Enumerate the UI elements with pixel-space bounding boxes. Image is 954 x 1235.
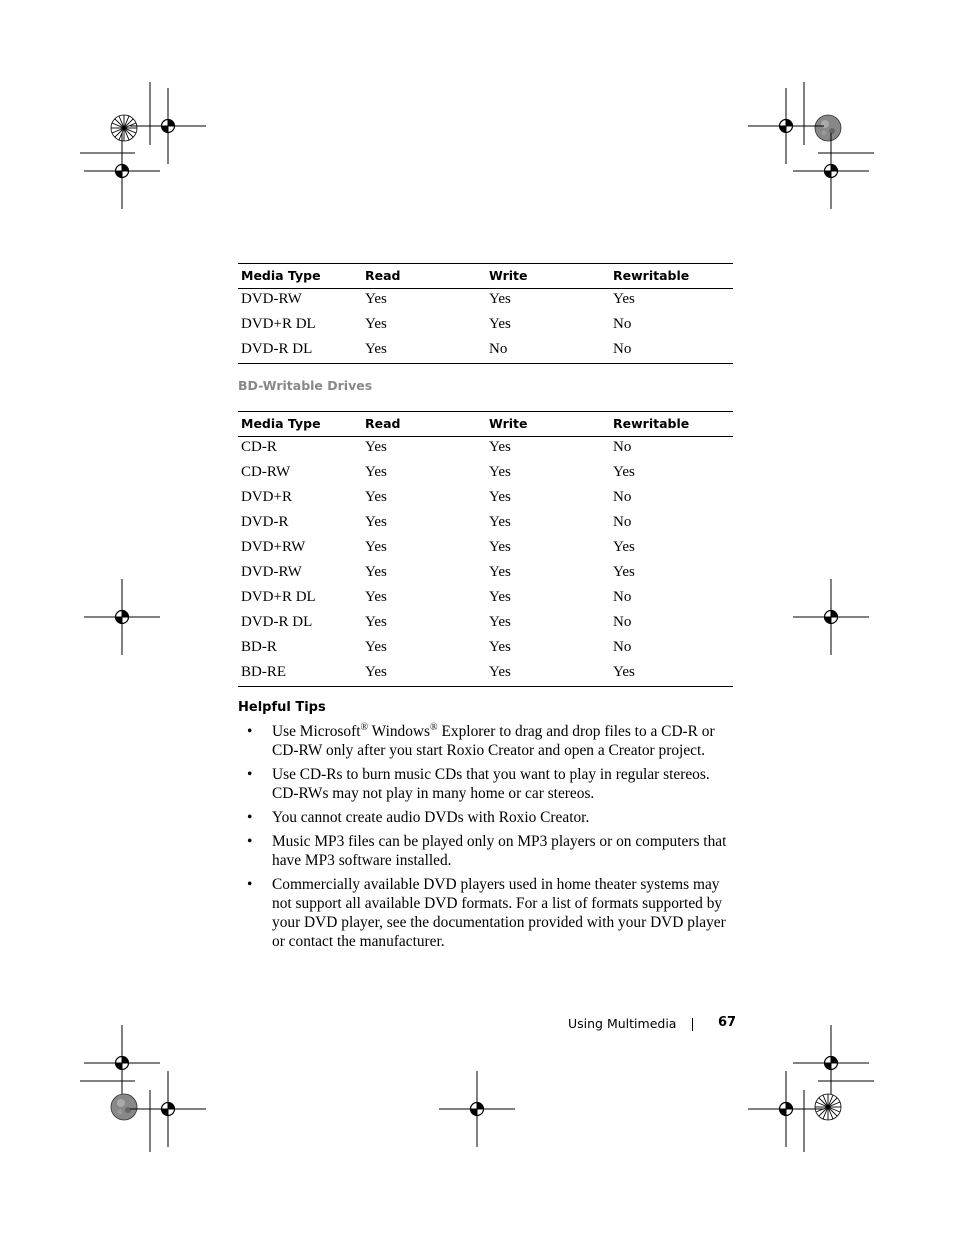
header-rewritable: Rewritable: [610, 412, 733, 437]
table-cell: Yes: [365, 588, 387, 605]
header-write: Write: [486, 412, 610, 437]
table-cell: Yes: [613, 563, 635, 580]
table-cell: Yes: [613, 463, 635, 480]
footer-divider: [692, 1018, 693, 1031]
table-cell: Yes: [610, 662, 733, 687]
footer-section-name: Using Multimedia: [568, 1016, 677, 1031]
table-cell: DVD-RW: [241, 291, 302, 307]
header-read: Read: [362, 264, 486, 289]
table-cell: Yes: [365, 315, 387, 332]
table-header-row: [238, 412, 733, 437]
header-read: Read: [362, 412, 486, 437]
page-number: 67: [718, 1015, 737, 1030]
table-row: [238, 339, 733, 364]
header-write: Write: [486, 264, 610, 289]
table-cell: No: [613, 588, 632, 605]
table-row: [238, 637, 733, 662]
table-row: [238, 612, 733, 637]
table-cell: Yes: [489, 315, 511, 332]
list-item: • Use Microsoft® Windows® Explorer to drag and drop files to a CD-R or CD-RW only after you start Roxio Creator and open a Creator project.: [247, 721, 715, 759]
table-cell: Yes: [365, 638, 387, 655]
table-cell: No: [613, 439, 632, 455]
table-cell: BD-RE: [238, 662, 362, 687]
table-cell: CD-RW: [241, 463, 291, 480]
table-cell: DVD-R DL: [241, 613, 313, 630]
media-table-bd-writable: [238, 411, 733, 687]
table-row: [238, 462, 733, 487]
bullet: •: [247, 809, 253, 826]
table-cell: Yes: [489, 439, 511, 455]
header-media-type: Media Type: [238, 264, 362, 289]
table-cell: Yes: [489, 588, 511, 605]
table-cell: Yes: [365, 513, 387, 530]
list-item: • Music MP3 files can be played only on MP3 players or on computers that have MP3 software installed.: [247, 833, 727, 869]
bullet: •: [247, 723, 253, 740]
table-cell: Yes: [489, 563, 511, 580]
table-cell: DVD+RW: [241, 538, 306, 555]
table-cell: No: [613, 315, 632, 332]
table-row: [238, 537, 733, 562]
table-cell: Yes: [489, 463, 511, 480]
table-cell: Yes: [365, 563, 387, 580]
table-cell: Yes: [365, 538, 387, 555]
table-row: [238, 587, 733, 612]
section-heading: Helpful Tips: [238, 700, 326, 715]
table-row: [238, 289, 733, 314]
table-header-row: [238, 264, 733, 289]
table-cell: Yes: [489, 613, 511, 630]
table-cell: Yes: [362, 339, 486, 364]
table-cell: No: [613, 638, 632, 655]
table-cell: DVD+R DL: [241, 588, 316, 605]
table-cell: Yes: [489, 291, 511, 307]
header-rewritable: Rewritable: [610, 264, 733, 289]
table-cell: Yes: [489, 488, 511, 505]
table-cell: Yes: [486, 662, 610, 687]
table-cell: Yes: [489, 513, 511, 530]
list-item: • Commercially available DVD players used in home theater systems may not support all available DVD formats. For a list of formats supported by your DVD player, see the documentation provided with your DVD player or contact the manufacturer.: [247, 876, 726, 950]
table-cell: DVD+R: [241, 488, 292, 505]
table-cell: Yes: [365, 488, 387, 505]
table-cell: No: [613, 513, 632, 530]
bullet: •: [247, 833, 253, 850]
table-cell: DVD+R DL: [241, 315, 316, 332]
table-cell: Yes: [489, 538, 511, 555]
bullet: •: [247, 766, 253, 783]
table-cell: Yes: [362, 662, 486, 687]
table-cell: Yes: [365, 439, 387, 455]
table-cell: Yes: [365, 291, 387, 307]
table-cell: Yes: [365, 463, 387, 480]
table-caption: BD-Writable Drives: [238, 378, 373, 393]
table-row: [238, 562, 733, 587]
table-row: [238, 512, 733, 537]
table-cell: Yes: [613, 291, 635, 307]
bullet: •: [247, 876, 253, 893]
header-media-type: Media Type: [238, 412, 362, 437]
table-cell: DVD-R DL: [238, 339, 362, 364]
table-cell: No: [486, 339, 610, 364]
table-cell: BD-R: [241, 638, 277, 655]
table-cell: No: [613, 613, 632, 630]
table-row: [238, 662, 733, 687]
table-row: [238, 314, 733, 339]
table-cell: Yes: [365, 613, 387, 630]
table-cell: No: [613, 488, 632, 505]
table-cell: CD-R: [241, 439, 277, 455]
table-cell: DVD-RW: [241, 563, 302, 580]
table-cell: Yes: [489, 638, 511, 655]
tips-list: [238, 722, 733, 956]
table-row: [238, 487, 733, 512]
list-item: • You cannot create audio DVDs with Roxio Creator.: [247, 809, 590, 826]
table-cell: No: [610, 339, 733, 364]
list-item: • Use CD-Rs to burn music CDs that you want to play in regular stereos. CD-RWs may not play in many home or car stereos.: [247, 766, 710, 802]
table-cell: DVD-R: [241, 513, 289, 530]
media-table-top: [238, 263, 733, 364]
table-cell: Yes: [613, 538, 635, 555]
table-row: [238, 437, 733, 462]
